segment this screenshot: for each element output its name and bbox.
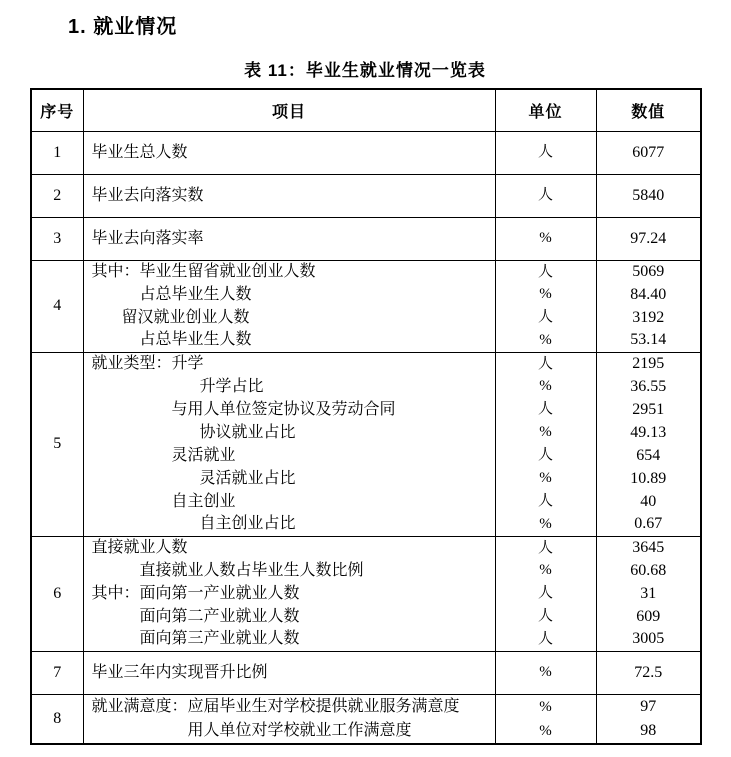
unit-cell: 人 xyxy=(495,398,596,421)
column-header-value: 数值 xyxy=(596,89,701,131)
table-caption: 表 11：毕业生就业情况一览表 xyxy=(244,61,486,80)
value-cell: 84.40 xyxy=(596,283,701,306)
section-title: 1. 就业情况 xyxy=(68,16,178,38)
row-number-cell: 8 xyxy=(31,694,83,744)
value-cell: 3005 xyxy=(596,628,701,651)
column-header-item: 项目 xyxy=(83,89,495,131)
item-cell: 灵活就业 xyxy=(83,444,495,467)
table-row xyxy=(31,559,701,582)
item-cell: 用人单位对学校就业工作满意度 xyxy=(83,719,495,744)
item-cell: 占总毕业生人数 xyxy=(83,283,495,306)
unit-cell: % xyxy=(495,283,596,306)
column-header-unit: 单位 xyxy=(495,89,596,131)
unit-cell: 人 xyxy=(495,174,596,217)
value-cell: 98 xyxy=(596,719,701,744)
table-row xyxy=(31,174,701,217)
row-number-cell: 7 xyxy=(31,651,83,694)
value-cell: 2951 xyxy=(596,398,701,421)
value-cell: 49.13 xyxy=(596,421,701,444)
table-row xyxy=(31,352,701,375)
item-cell: 其中：毕业生留省就业创业人数 xyxy=(83,260,495,283)
unit-cell: % xyxy=(495,217,596,260)
employment-table xyxy=(30,88,702,745)
table-row xyxy=(31,582,701,605)
unit-cell: % xyxy=(495,719,596,744)
item-cell: 毕业生总人数 xyxy=(83,131,495,174)
item-cell: 与用人单位签定协议及劳动合同 xyxy=(83,398,495,421)
table-row xyxy=(31,605,701,628)
row-number-cell: 3 xyxy=(31,217,83,260)
value-cell: 36.55 xyxy=(596,375,701,398)
unit-cell: 人 xyxy=(495,444,596,467)
row-number-cell: 6 xyxy=(31,536,83,651)
row-number-cell: 2 xyxy=(31,174,83,217)
value-cell: 654 xyxy=(596,444,701,467)
unit-cell: 人 xyxy=(495,628,596,651)
item-cell: 毕业去向落实数 xyxy=(83,174,495,217)
value-cell: 5069 xyxy=(596,260,701,283)
item-cell: 灵活就业占比 xyxy=(83,467,495,490)
table-row xyxy=(31,513,701,536)
value-cell: 0.67 xyxy=(596,513,701,536)
item-cell: 占总毕业生人数 xyxy=(83,329,495,352)
unit-cell: % xyxy=(495,467,596,490)
item-cell: 留汉就业创业人数 xyxy=(83,306,495,329)
table-row xyxy=(31,444,701,467)
value-cell: 3192 xyxy=(596,306,701,329)
item-cell: 自主创业 xyxy=(83,490,495,513)
unit-cell: 人 xyxy=(495,306,596,329)
value-cell: 3645 xyxy=(596,536,701,559)
value-cell: 72.5 xyxy=(596,651,701,694)
unit-cell: 人 xyxy=(495,131,596,174)
table-row xyxy=(31,467,701,490)
table-row xyxy=(31,131,701,174)
value-cell: 97.24 xyxy=(596,217,701,260)
value-cell: 2195 xyxy=(596,352,701,375)
table-body xyxy=(31,131,701,744)
item-cell: 升学占比 xyxy=(83,375,495,398)
unit-cell: % xyxy=(495,513,596,536)
item-cell: 毕业去向落实率 xyxy=(83,217,495,260)
item-cell: 协议就业占比 xyxy=(83,421,495,444)
unit-cell: 人 xyxy=(495,260,596,283)
value-cell: 10.89 xyxy=(596,467,701,490)
unit-cell: 人 xyxy=(495,490,596,513)
item-cell: 其中：面向第一产业就业人数 xyxy=(83,582,495,605)
unit-cell: % xyxy=(495,694,596,719)
item-cell: 面向第二产业就业人数 xyxy=(83,605,495,628)
unit-cell: 人 xyxy=(495,605,596,628)
table-row xyxy=(31,421,701,444)
header-row xyxy=(31,89,701,131)
column-header-no: 序号 xyxy=(31,89,83,131)
item-cell: 毕业三年内实现晋升比例 xyxy=(83,651,495,694)
item-cell: 就业满意度：应届毕业生对学校提供就业服务满意度 xyxy=(83,694,495,719)
value-cell: 97 xyxy=(596,694,701,719)
row-number-cell: 4 xyxy=(31,260,83,352)
item-cell: 就业类型：升学 xyxy=(83,352,495,375)
table-row xyxy=(31,375,701,398)
table-row xyxy=(31,306,701,329)
table-row xyxy=(31,398,701,421)
table-row xyxy=(31,651,701,694)
unit-cell: % xyxy=(495,559,596,582)
table-row xyxy=(31,329,701,352)
unit-cell: % xyxy=(495,421,596,444)
table-row xyxy=(31,217,701,260)
value-cell: 609 xyxy=(596,605,701,628)
value-cell: 31 xyxy=(596,582,701,605)
table-row xyxy=(31,283,701,306)
table-row xyxy=(31,719,701,744)
value-cell: 60.68 xyxy=(596,559,701,582)
value-cell: 53.14 xyxy=(596,329,701,352)
unit-cell: % xyxy=(495,375,596,398)
table-row xyxy=(31,490,701,513)
table-row xyxy=(31,536,701,559)
value-cell: 5840 xyxy=(596,174,701,217)
item-cell: 自主创业占比 xyxy=(83,513,495,536)
unit-cell: 人 xyxy=(495,536,596,559)
value-cell: 6077 xyxy=(596,131,701,174)
unit-cell: % xyxy=(495,651,596,694)
unit-cell: 人 xyxy=(495,352,596,375)
table-row xyxy=(31,260,701,283)
item-cell: 面向第三产业就业人数 xyxy=(83,628,495,651)
unit-cell: 人 xyxy=(495,582,596,605)
row-number-cell: 1 xyxy=(31,131,83,174)
table-row xyxy=(31,628,701,651)
item-cell: 直接就业人数占毕业生人数比例 xyxy=(83,559,495,582)
value-cell: 40 xyxy=(596,490,701,513)
table-row xyxy=(31,694,701,719)
unit-cell: % xyxy=(495,329,596,352)
row-number-cell: 5 xyxy=(31,352,83,536)
item-cell: 直接就业人数 xyxy=(83,536,495,559)
